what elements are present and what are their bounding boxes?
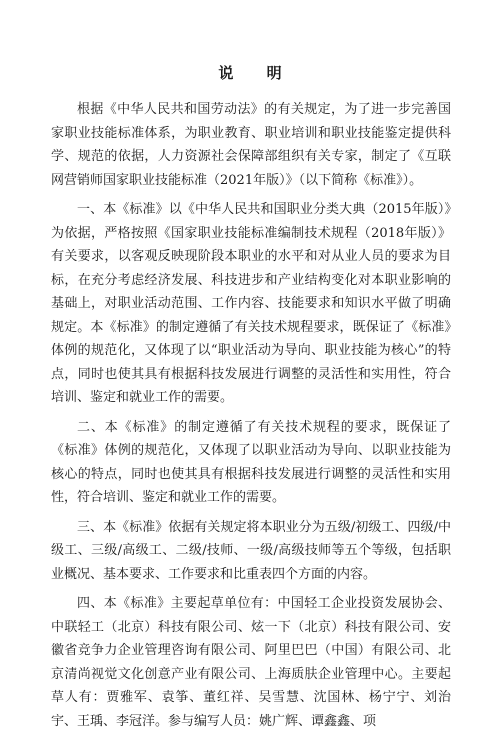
paragraph-intro: 根据《中华人民共和国劳动法》的有关规定，为了进一步完善国家职业技能标准体系，为职业教育、职业培训和职业技能鉴定提供科学、规范的依据，人力资源社会保障部组织有关专家，制定了《互联网营销师国家职业技能标准（2021年版）》（以下简称《标准》）。 [51, 102, 451, 188]
paragraph-item-3: 三、本《标准》依据有关规定将本职业分为五级/初级工、四级/中级工、三级/高级工、二级/技师、一级/高级技师等五个等级，包括职业概况、基本要求、工作要求和比重表四个方面的内容。 [51, 519, 451, 582]
document-title: 说 明 [218, 64, 296, 82]
paragraph-item-2: 二、本《标准》的制定遵循了有关技术规程的要求，既保证了《标准》体例的规范化，又体现了以职业活动为导向、以职业技能为核心的特点，同时也使其具有根据科技发展进行调整的灵活性和实用性，符合培训、鉴定和就业工作的需要。 [51, 419, 451, 505]
paragraph-item-1: 一、本《标准》以《中华人民共和国职业分类大典（2015年版）》为依据，严格按照《国家职业技能标准编制技术规程（2018年版）》有关要求，以客观反映现阶段本职业的水平和对从业人员的要求为目标，在充分考虑经济发展、科技进步和产业结构变化对本职业影响的基础上，对职业活动范围、工作内容、技能要求和知识水平做了明确规定。本《标准》的制定遵循了有关技术规程要求，既保证了《标准》体例的规范化，又体现了以“职业活动为导向、职业技能为核心”的特点，同时也使其具有根据科技发展进行调整的灵活性和实用性，符合培训、鉴定和就业工作的需要。 [51, 202, 451, 405]
document-body [51, 98, 451, 733]
paragraph-item-4: 四、本《标准》主要起草单位有：中国轻工企业投资发展协会、中联轻工（北京）科技有限公司、炫一下（北京）科技有限公司、安徽省竞争力企业管理咨询有限公司、阿里巴巴（中国）有限公司、北京清尚视觉文化创意产业有限公司、上海质肤企业管理中心。主要起草人有：贾雅军、袁筝、董红祥、吴雪慧、沈国林、杨宁宁、刘治宇、王瑀、李冠洋。参与编写人员：姚广辉、谭鑫鑫、项 [51, 596, 451, 729]
